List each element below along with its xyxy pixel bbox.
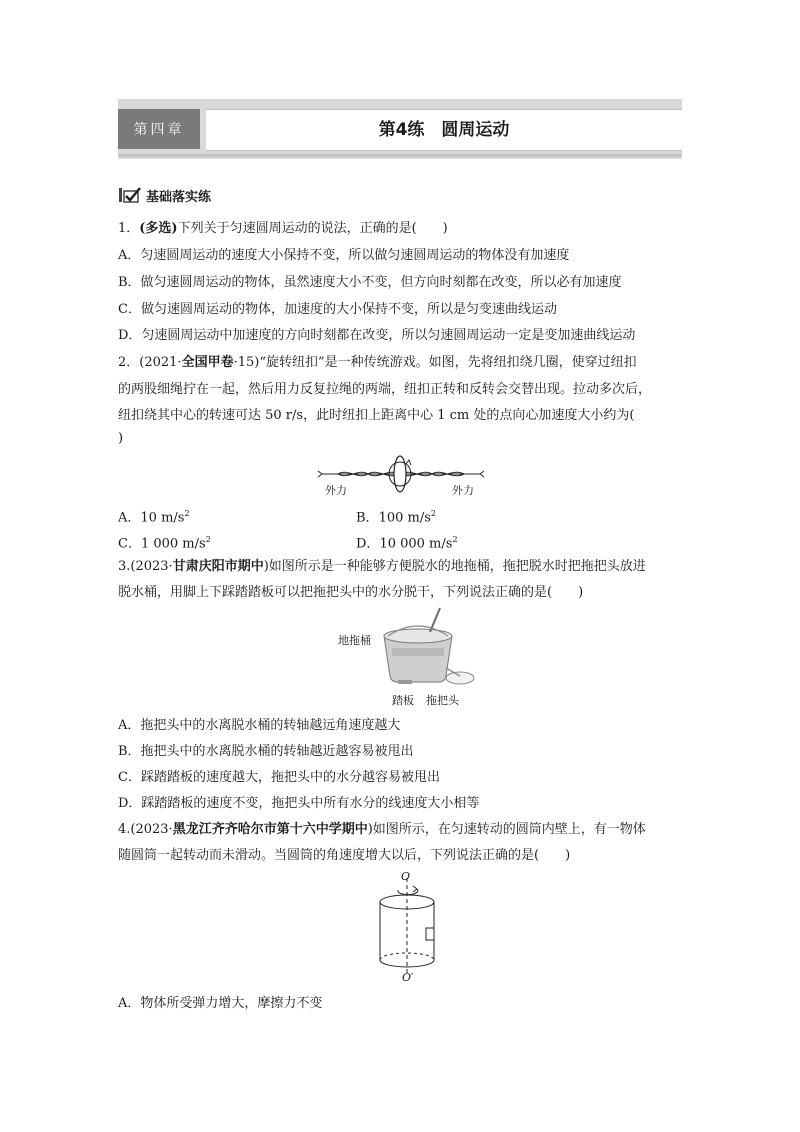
- chapter-header: [118, 99, 682, 159]
- q1-option-a: A．匀速圆周运动的速度大小保持不变，所以做匀速圆周运动的物体没有加速度: [118, 248, 570, 263]
- q2-stem-line-2: 的两股细绳拧在一起，然后用力反复拉绳的两端，纽扣正转和反转会交替出现。拉动多次后，: [118, 382, 652, 397]
- q2-option-d-label: D．: [356, 536, 380, 552]
- q4-option-a: A．物体所受弹力增大，摩擦力不变: [118, 996, 323, 1011]
- q4-source-open: (2023·: [130, 822, 173, 837]
- q2-option-c: [118, 530, 211, 554]
- q2-option-c-label: C．: [118, 536, 141, 552]
- q2-option-a-exp: 2: [184, 509, 190, 518]
- q1-text: 下列关于匀速圆周运动的说法，正确的是( ): [177, 221, 448, 236]
- q2-number: 2．: [118, 355, 140, 370]
- section-title: 基础落实练: [146, 189, 212, 205]
- q2-option-a-label: A．: [118, 510, 141, 526]
- q4-stem-line-1: [118, 820, 646, 840]
- q2-option-b-exp: 2: [430, 509, 436, 518]
- q2-option-a-value: 10 m/s: [140, 510, 185, 526]
- q3-number: 3.: [118, 559, 131, 574]
- q1-option-b: B．做匀速圆周运动的物体，虽然速度大小不变，但方向时刻都在改变，所以必有加速度: [118, 275, 622, 290]
- q4-axis-top-label: O: [401, 870, 411, 883]
- q3-option-b: B．拖把头中的水离脱水桶的转轴越近越容易被甩出: [118, 744, 414, 759]
- q2-option-b: [356, 504, 436, 528]
- q3-bucket-label: 地拖桶: [338, 634, 371, 647]
- q2-option-b-label: B．: [356, 510, 379, 526]
- q3-option-c: C．踩踏踏板的速度越大，拖把头中的水分越容易被甩出: [118, 770, 440, 785]
- q2-option-d-value: 10 000 m/s: [379, 536, 453, 552]
- q4-text-1: 如图所示，在匀速转动的圆筒内壁上，有一物体: [372, 822, 646, 837]
- title-panel: [206, 109, 682, 151]
- q4-stem-line-2: 随圆筒一起转动而未滑动。当圆筒的角速度增大以后，下列说法正确的是( ): [118, 848, 571, 863]
- q3-stem-line-1: [118, 557, 646, 577]
- q2-option-c-value: 1 000 m/s: [140, 536, 206, 552]
- q4-axis-bottom-label: O′: [402, 971, 414, 984]
- section-heading: [118, 184, 211, 206]
- q4-source: 黑龙江齐齐哈尔市第十六中学期中: [172, 822, 368, 837]
- q3-stem-line-2: 脱水桶，用脚上下踩踏踏板可以把拖把头中的水分脱干，下列说法正确的是( ): [118, 585, 584, 600]
- q3-mop-label: 拖把头: [426, 694, 459, 707]
- q2-stem-line-3: 纽扣绕其中心的转速可达 50 r/s，此时纽扣上距离中心 1 cm 处的点向心加速度大小约为(: [118, 408, 635, 423]
- q3-option-a: A．拖把头中的水离脱水桶的转轴越远角速度越大: [118, 718, 401, 733]
- q1-number: 1．: [118, 221, 140, 236]
- header-stripe: [118, 154, 682, 157]
- q2-option-d: [356, 530, 458, 554]
- q2-option-c-exp: 2: [205, 535, 211, 544]
- q2-source: 全国甲卷: [181, 355, 234, 370]
- q3-option-d: D．踩踏踏板的速度不变，拖把头中所有水分的线速度大小相等: [118, 796, 480, 811]
- q4-number: 4.: [118, 822, 131, 837]
- q2-option-d-exp: 2: [452, 535, 458, 544]
- q2-force-left-label: 外力: [325, 484, 347, 497]
- lesson-title: 第4练 圆周运动: [378, 120, 510, 140]
- checklist-icon: [118, 186, 142, 204]
- q3-pedal-label: 踏板: [392, 694, 414, 707]
- q2-source-close: ·15): [233, 355, 260, 370]
- q1-stem: [118, 219, 448, 239]
- q2-text-1: “旋转纽扣”是一种传统游戏。如图，先将纽扣绕几圈，使穿过纽扣: [259, 355, 637, 370]
- q2-force-right-label: 外力: [452, 484, 474, 497]
- q3-text-1: 如图所示是一种能够方便脱水的地拖桶，拖把脱水时把拖把头放进: [268, 559, 646, 574]
- q3-source-open: (2023·: [130, 559, 173, 574]
- q2-option-b-value: 100 m/s: [378, 510, 431, 526]
- q2-stem-line-4: ): [118, 431, 124, 446]
- cylinder-figure: [364, 878, 440, 976]
- q3-source-close: ): [263, 559, 269, 574]
- q4-source-close: ): [367, 822, 373, 837]
- q1-option-d: D．匀速圆周运动中加速度的方向时刻都在改变，所以匀速圆周运动一定是变加速曲线运动: [118, 328, 636, 343]
- q2-source-open: (2021·: [139, 355, 182, 370]
- mop-bucket-figure: [376, 606, 476, 690]
- q3-source: 甘肃庆阳市期中: [172, 559, 264, 574]
- chapter-tab: 第四章: [118, 109, 200, 149]
- q2-option-a: [118, 504, 190, 528]
- q2-stem-line-1: [118, 353, 637, 373]
- q1-tag: (多选): [139, 221, 178, 236]
- q1-option-c: C．做匀速圆周运动的物体，加速度的大小保持不变，所以是匀变速曲线运动: [118, 302, 557, 317]
